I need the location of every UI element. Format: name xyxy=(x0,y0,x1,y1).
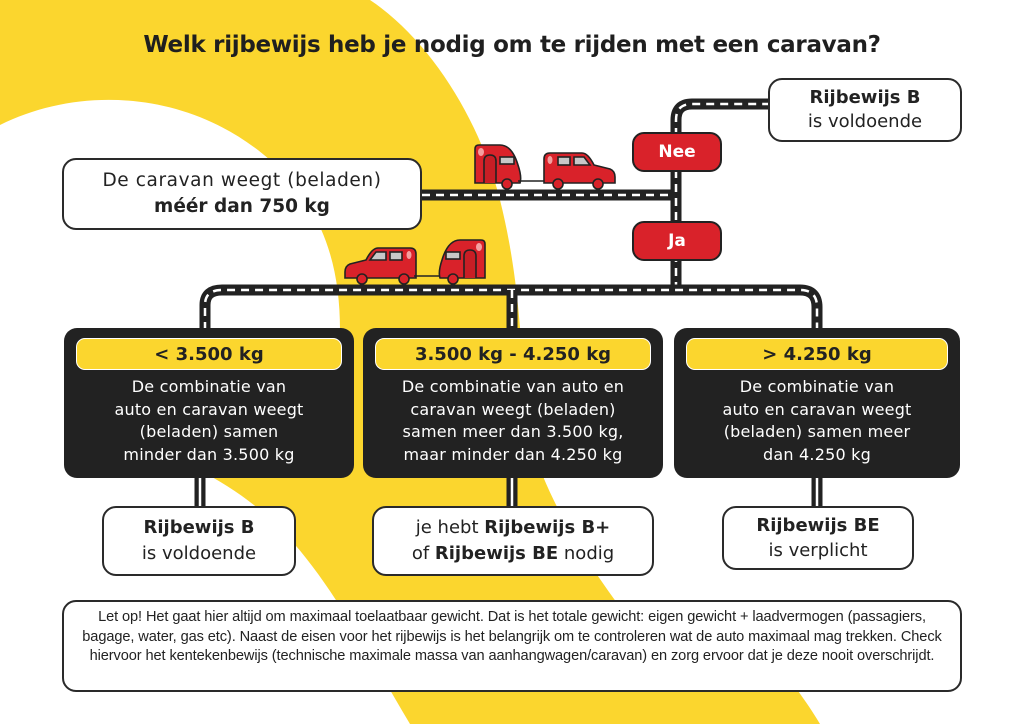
category-over-4250 xyxy=(674,328,960,478)
result-bold2: Rijbewijs BE xyxy=(434,543,559,564)
desc-line: caravan weegt (beladen) xyxy=(410,399,616,419)
caravan-and-car-icon xyxy=(472,143,618,191)
desc-line: samen meer dan 3.500 kg, xyxy=(402,422,624,441)
no-branch-badge: Nee xyxy=(632,132,722,172)
result-pre: je hebt xyxy=(415,517,485,538)
note-box: Let op! Het gaat hier altijd om maximaal toelaatbaar gewicht. Dat is het totale gewicht: eigen gewicht + laadvermogen (passagiers, bagage, water, gas etc). Naast de eisen voor het rijbewijs is het belangrijk om te controleren wat de auto maximaal mag trekken. Check hiervoor het kentekenbewijs (technische maximale massa van aanhangwagen/caravan) en zorg ervoor dat je deze nooit overschrijdt. xyxy=(62,600,962,692)
category-under-3500 xyxy=(64,328,354,478)
desc-line: De combinatie van xyxy=(739,377,895,396)
question-line1: De caravan weegt (beladen) xyxy=(102,170,382,191)
car-and-caravan-icon xyxy=(342,238,488,286)
desc-line: maar minder dan 4.250 kg xyxy=(403,444,623,464)
result-box-be xyxy=(722,506,914,570)
category-description xyxy=(375,376,651,466)
desc-line: (beladen) samen xyxy=(139,422,279,441)
desc-line: minder dan 3.500 kg xyxy=(123,444,295,464)
result-bold: Rijbewijs B xyxy=(143,517,255,538)
result-box-b xyxy=(102,506,296,576)
page-title: Welk rijbewijs heb je nodig om te rijden met een caravan? xyxy=(143,32,881,58)
desc-line: dan 4.250 kg xyxy=(763,444,871,464)
question-line2: méér dan 750 kg xyxy=(154,196,330,217)
no-result-box xyxy=(768,78,962,142)
desc-line: De combinatie van auto en xyxy=(401,377,625,396)
desc-line: auto en caravan weegt xyxy=(722,399,912,419)
no-result-line2: is voldoende xyxy=(807,111,923,132)
result-normal: is verplicht xyxy=(768,540,868,561)
desc-line: auto en caravan weegt xyxy=(114,399,304,419)
yes-branch-badge: Ja xyxy=(632,221,722,261)
category-description xyxy=(686,376,948,466)
result-bold1: Rijbewijs B+ xyxy=(484,517,611,538)
result-mid: of xyxy=(411,543,435,564)
question-box xyxy=(62,158,422,230)
category-header: 3.500 kg - 4.250 kg xyxy=(375,338,651,370)
result-bold: Rijbewijs BE xyxy=(756,515,880,536)
category-header: < 3.500 kg xyxy=(76,338,342,370)
category-description xyxy=(76,376,342,466)
category-3500-4250 xyxy=(363,328,663,478)
category-header: > 4.250 kg xyxy=(686,338,948,370)
result-post: nodig xyxy=(558,543,615,564)
result-normal: is voldoende xyxy=(141,543,257,564)
no-result-line1: Rijbewijs B xyxy=(809,87,921,108)
desc-line: (beladen) samen meer xyxy=(723,422,911,441)
desc-line: De combinatie van xyxy=(131,377,287,396)
result-box-bplus-be xyxy=(372,506,654,576)
